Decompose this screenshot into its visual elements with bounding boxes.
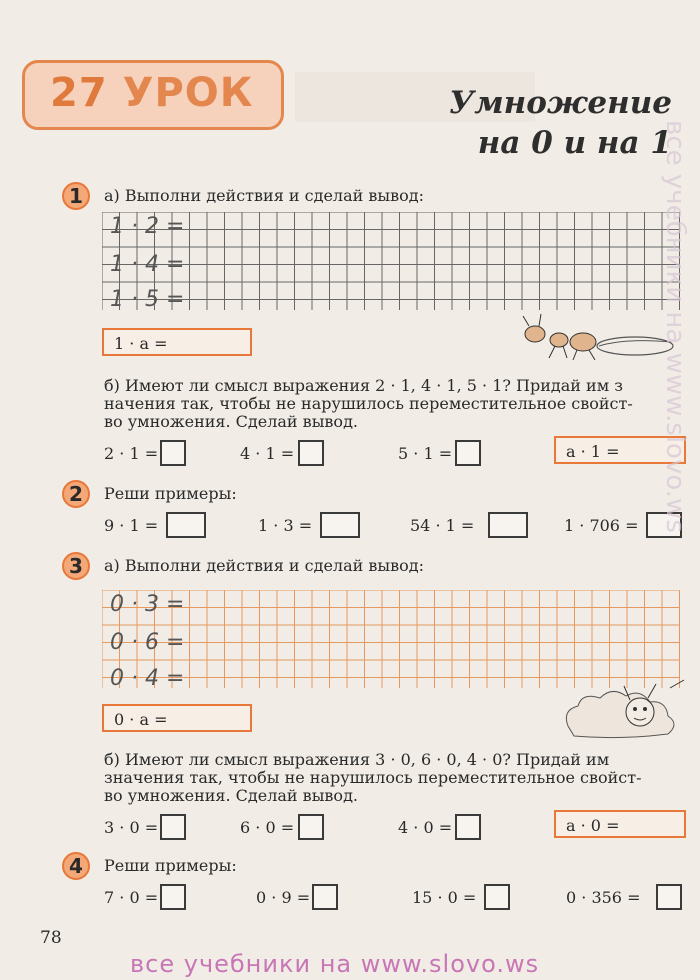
task4-prompt: Реши примеры: <box>104 856 237 875</box>
answer-box[interactable] <box>312 884 338 910</box>
task3-a-prompt: а) Выполни действия и сделай вывод: <box>104 556 424 575</box>
task3-b-item1: 3 · 0 = <box>104 818 159 837</box>
task2-item1: 9 · 1 = <box>104 516 159 535</box>
task1-b-item1: 2 · 1 = <box>104 444 159 463</box>
task3-b-line2: значения так, чтобы не нарушилось переместительное свойст- <box>104 768 642 787</box>
lesson-word: УРОК <box>122 70 254 116</box>
task2-prompt: Реши примеры: <box>104 484 237 503</box>
task-number-4: 4 <box>62 852 90 880</box>
task3-b-line1: б) Имеют ли смысл выражения 3 · 0, 6 · 0, 4 · 0? Придай им <box>104 750 610 769</box>
task1-b-line2: начения так, чтобы не нарушилось переместительное свойст- <box>104 394 633 413</box>
task2-item2: 1 · 3 = <box>258 516 313 535</box>
task-number-2: 2 <box>62 480 90 508</box>
answer-box[interactable] <box>656 884 682 910</box>
task3-conclusion-text: 0 · a = <box>114 710 168 729</box>
task1-b-item3: 5 · 1 = <box>398 444 453 463</box>
answer-box[interactable] <box>455 814 481 840</box>
task3-row2: 0 · 6 = <box>110 630 185 655</box>
task4-item4: 0 · 356 = <box>566 888 641 907</box>
task3-b-line3: во умножения. Сделай вывод. <box>104 786 358 805</box>
answer-box[interactable] <box>455 440 481 466</box>
task1-b-line1: б) Имеют ли смысл выражения 2 · 1, 4 · 1, 5 · 1? Придай им з <box>104 376 623 395</box>
task2-item4: 1 · 706 = <box>564 516 639 535</box>
task3-b-item2: 6 · 0 = <box>240 818 295 837</box>
task1-grid[interactable] <box>102 212 682 312</box>
task1-b-conclusion-text: a · 1 = <box>566 442 620 461</box>
watermark-bottom: все учебники на www.slovo.ws <box>130 950 540 978</box>
answer-box[interactable] <box>160 440 186 466</box>
task3-b-conclusion-text: a · 0 = <box>566 816 620 835</box>
task4-item1: 7 · 0 = <box>104 888 159 907</box>
answer-box[interactable] <box>488 512 528 538</box>
task1-conclusion-text: 1 · a = <box>114 334 168 353</box>
task1-b-line3: во умножения. Сделай вывод. <box>104 412 358 431</box>
answer-box[interactable] <box>320 512 360 538</box>
ant-illustration <box>515 312 675 362</box>
lesson-label <box>50 70 253 116</box>
answer-box[interactable] <box>166 512 206 538</box>
answer-box[interactable] <box>484 884 510 910</box>
task-number-3: 3 <box>62 552 90 580</box>
task-number-1: 1 <box>62 182 90 210</box>
cloud-creature-illustration <box>560 676 688 742</box>
task3-conclusion-box[interactable] <box>102 704 252 732</box>
answer-box[interactable] <box>160 814 186 840</box>
page-number: 78 <box>40 928 62 948</box>
task3-grid[interactable] <box>102 590 682 690</box>
page-title-line2: на 0 и на 1 <box>477 125 672 161</box>
task1-row3: 1 · 5 = <box>110 287 185 312</box>
task1-row1: 1 · 2 = <box>110 214 185 239</box>
task4-item3: 15 · 0 = <box>412 888 477 907</box>
answer-box[interactable] <box>160 884 186 910</box>
task1-conclusion-box[interactable] <box>102 328 252 356</box>
task2-item3: 54 · 1 = <box>410 516 475 535</box>
answer-box[interactable] <box>298 440 324 466</box>
page-title-line1: Умножение <box>449 85 672 121</box>
task3-row1: 0 · 3 = <box>110 592 185 617</box>
task1-a-prompt: а) Выполни действия и сделай вывод: <box>104 186 424 205</box>
task3-row3: 0 · 4 = <box>110 666 185 691</box>
answer-box[interactable] <box>298 814 324 840</box>
task4-item2: 0 · 9 = <box>256 888 311 907</box>
task3-b-item3: 4 · 0 = <box>398 818 453 837</box>
task1-b-item2: 4 · 1 = <box>240 444 295 463</box>
task3-b-conclusion-box[interactable] <box>554 810 686 838</box>
lesson-number: 27 <box>50 70 108 116</box>
watermark-side: все учебники на www.slovo.ws <box>660 120 690 533</box>
task1-row2: 1 · 4 = <box>110 252 185 277</box>
